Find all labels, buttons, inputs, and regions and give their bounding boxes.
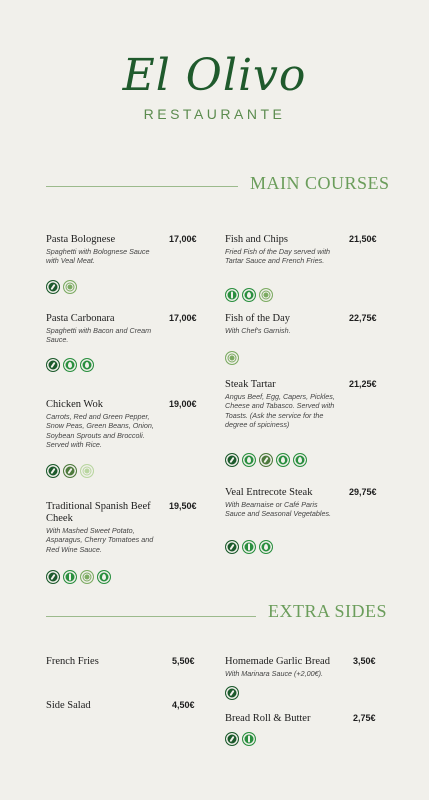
menu-item — [225, 234, 377, 266]
item-name: Side Salad — [46, 700, 91, 711]
item-description: With Marinara Sauce (+2,00€). — [225, 669, 324, 678]
menu-item — [46, 313, 198, 345]
item-name: Fish of the Day — [225, 313, 291, 324]
item-name: French Fries — [46, 656, 99, 667]
allergen-icons — [225, 453, 307, 467]
item-price: 19,50€ — [169, 501, 197, 511]
item-price: 5,50€ — [172, 656, 195, 666]
menu-item — [225, 713, 377, 725]
drop-icon — [242, 453, 256, 467]
section-title-main-courses: MAIN COURSES — [250, 173, 390, 193]
bar-icon — [242, 732, 256, 746]
allergen-icons — [225, 540, 273, 554]
item-name: Bread Roll & Butter — [225, 713, 311, 724]
section-divider — [46, 186, 238, 187]
menu-item — [225, 656, 377, 678]
item-description: Carrots, Red and Green Pepper, Snow Peas, Green Beans, Onion, Soybean Sprouts and Broccoli. Served with Rice. — [46, 412, 154, 449]
drop-icon — [293, 453, 307, 467]
menu-item — [46, 656, 198, 668]
slash-icon — [225, 540, 239, 554]
item-price: 4,50€ — [172, 700, 195, 710]
item-description: Spaghetti with Bacon and Cream Sauce. — [46, 326, 152, 345]
menu-item — [46, 234, 198, 266]
ring-icon — [80, 464, 94, 478]
item-price: 21,50€ — [349, 234, 377, 244]
allergen-icons — [46, 570, 111, 584]
restaurant-subtitle: RESTAURANTE — [143, 106, 286, 122]
allergen-icons — [225, 351, 239, 365]
ring-icon — [63, 280, 77, 294]
allergen-icons — [225, 686, 239, 700]
ring-icon — [225, 351, 239, 365]
item-price: 19,00€ — [169, 399, 197, 409]
allergen-icons — [46, 464, 94, 478]
bar-icon — [63, 570, 77, 584]
bar-icon — [242, 540, 256, 554]
slash-icon — [225, 453, 239, 467]
item-name: Fish and Chips — [225, 234, 289, 245]
section-divider — [46, 616, 256, 617]
item-price: 29,75€ — [349, 487, 377, 497]
item-price: 22,75€ — [349, 313, 377, 323]
item-name: Pasta Bolognese — [46, 234, 116, 245]
drop-icon — [97, 570, 111, 584]
item-name: Steak Tartar — [225, 379, 276, 390]
menu-item — [225, 313, 377, 335]
drop-icon — [80, 358, 94, 372]
bar-icon — [225, 288, 239, 302]
menu-item — [46, 700, 198, 712]
ring-icon — [259, 288, 273, 302]
ring-icon — [80, 570, 94, 584]
item-name: Pasta Carbonara — [46, 313, 115, 324]
restaurant-logo: El Olivo — [122, 50, 307, 101]
drop-icon — [276, 453, 290, 467]
drop-icon — [259, 540, 273, 554]
item-name: Veal Entrecote Steak — [225, 487, 313, 498]
item-description: Fried Fish of the Day served with Tartar Sauce and French Fries. — [225, 247, 331, 266]
menu-item — [225, 379, 377, 429]
item-name: Homemade Garlic Bread — [225, 656, 330, 667]
item-description: With Bearnaise or Café Paris Sauce and Seasonal Vegetables. — [225, 500, 332, 519]
drop-icon — [242, 288, 256, 302]
allergen-icons — [46, 280, 77, 294]
slash-icon — [225, 686, 239, 700]
item-price: 21,25€ — [349, 379, 377, 389]
slash-icon — [46, 570, 60, 584]
item-price: 3,50€ — [353, 656, 376, 666]
item-name: Traditional Spanish Beef Cheek — [46, 501, 151, 524]
slash-icon — [46, 280, 60, 294]
menu-item — [225, 487, 377, 519]
allergen-icons — [225, 288, 273, 302]
slash-icon — [46, 464, 60, 478]
allergen-icons — [46, 358, 94, 372]
item-description: With Mashed Sweet Potato, Asparagus, Cherry Tomatoes and Red Wine Sauce. — [46, 526, 154, 554]
slash-icon — [63, 464, 77, 478]
drop-icon — [63, 358, 77, 372]
item-description: With Chef's Garnish. — [225, 326, 291, 335]
slash-icon — [225, 732, 239, 746]
item-price: 17,00€ — [169, 234, 197, 244]
item-name: Chicken Wok — [46, 399, 103, 410]
item-price: 2,75€ — [353, 713, 376, 723]
allergen-icons — [225, 732, 256, 746]
section-title-extra-sides: EXTRA SIDES — [268, 601, 388, 621]
slash-icon — [46, 358, 60, 372]
item-price: 17,00€ — [169, 313, 197, 323]
item-description: Spaghetti with Bolognese Sauce with Veal Meat. — [46, 247, 150, 266]
item-description: Angus Beef, Egg, Capers, Pickles, Cheese and Tabasco. Served with Toasts. (Ask the service for the degree of spiciness) — [225, 392, 335, 429]
slash-icon — [259, 453, 273, 467]
menu-item — [46, 399, 198, 449]
menu-item — [46, 501, 198, 554]
